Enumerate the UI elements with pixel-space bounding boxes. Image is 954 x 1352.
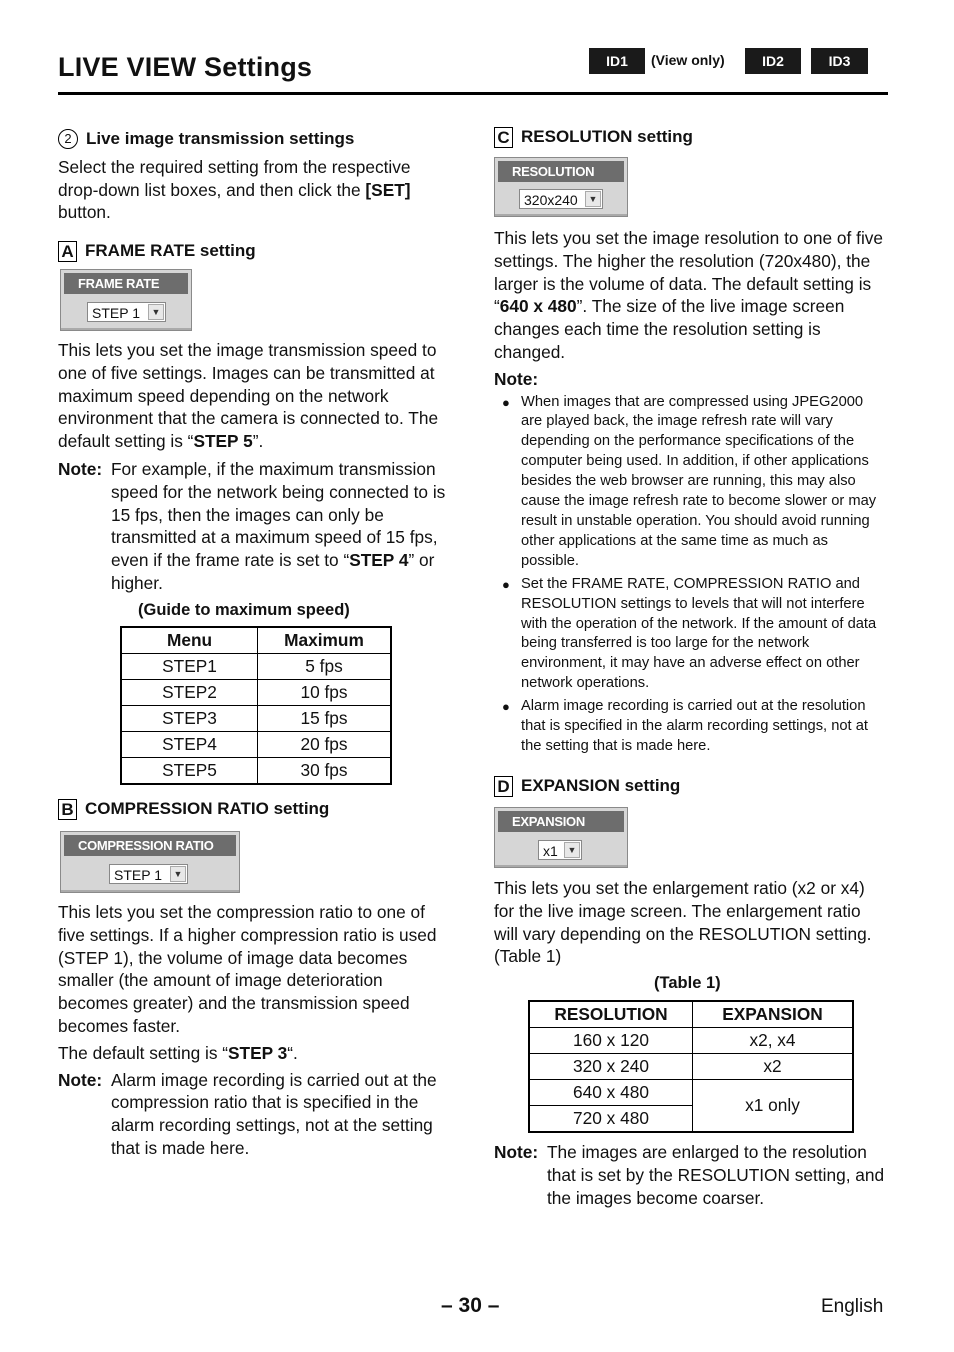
chevron-down-icon: ▼	[564, 842, 580, 858]
frame-rate-note: Note: For example, if the maximum transmission speed for the network being connected to is 15 fps, then the images can only be transmitted at a maximum speed of 15 fps, even if the frame rate is set to “STEP 4” or higher.	[58, 458, 446, 593]
page-number: – 30 –	[441, 1294, 500, 1317]
resolution-description: This lets you set the image resolution to one of five settings. The higher the resolution (720x480), the larger is the volume of data. The default setting is “640 x 480”. The size of the live image screen changes each time the resolution setting is changed.	[494, 228, 884, 362]
frame-rate-description: This lets you set the image transmission speed to one of five settings. Images can be transmitted at maximum speed depending on the network environment that the camera is connected to. The default setting is “STEP 5”.	[58, 340, 439, 452]
resolution-widget-label: RESOLUTION	[498, 161, 624, 182]
expansion-select[interactable]: x1 ▼	[538, 840, 582, 860]
view-only-label: (View only)	[651, 52, 725, 68]
table-row: 160 x 120 x2, x4	[529, 1028, 853, 1054]
id3-badge: ID3	[811, 48, 868, 74]
frame-rate-select[interactable]: STEP 1 ▼	[87, 302, 166, 322]
expansion-heading-wrap	[494, 775, 886, 798]
resolution-body	[494, 227, 886, 760]
compression-select[interactable]: STEP 1 ▼	[109, 864, 188, 884]
resolution-heading-wrap	[494, 126, 886, 149]
compression-body	[58, 901, 450, 1160]
compression-note: Note: Alarm image recording is carried out at the compression ratio that is specified in the alarm recording settings, not at the setting that is made here.	[58, 1069, 437, 1158]
header-rule	[58, 92, 888, 95]
table-row: STEP1 5 fps	[121, 654, 391, 680]
expansion-note-wrap	[494, 1141, 886, 1209]
table-row: 640 x 480 x1 only	[529, 1080, 853, 1106]
compression-default: The default setting is “STEP 3“.	[58, 1042, 298, 1063]
language-label: English	[821, 1296, 884, 1317]
table-row: 320 x 240 x2	[529, 1054, 853, 1080]
list-item: ● When images that are compressed using JPEG2000 are played back, the image refresh rate will vary depending on the performance specifications of the computer being used. In addition, if other applications besides the web browser are running, this may also cause the image refresh rate to become slower or may result in unstable operation. You should avoid running other applications at the same time as much as possible.	[502, 393, 877, 569]
resolution-title: RESOLUTION setting	[521, 127, 693, 146]
resolution-note-label: Note:	[494, 368, 539, 389]
max-speed-table: Menu Maximum STEP1 5 fps STEP2 10 fps STEP3 15 fps STEP4 20 fps STEP5 30 fps	[120, 626, 392, 785]
resolution-bullets	[494, 393, 886, 757]
section-heading	[58, 128, 448, 151]
expansion-note: Note: The images are enlarged to the resolution that is set by the RESOLUTION setting, and the images become coarser.	[494, 1142, 885, 1208]
compression-widget-label: COMPRESSION RATIO	[64, 835, 236, 856]
chevron-down-icon: ▼	[148, 304, 164, 320]
letter-b-box: B	[58, 799, 77, 820]
section-title: Live image transmission settings	[86, 129, 355, 148]
frame-rate-heading	[58, 240, 448, 263]
resolution-select[interactable]: 320x240 ▼	[519, 189, 603, 209]
compression-title: COMPRESSION RATIO setting	[85, 799, 330, 818]
left-column	[58, 128, 448, 263]
id1-badge: ID1	[589, 48, 645, 74]
list-item: ● Alarm image recording is carried out at the resolution that is specified in the alarm recording settings, not at the setting that is made here.	[502, 698, 868, 754]
frame-rate-title: FRAME RATE setting	[85, 241, 256, 261]
frame-rate-body	[58, 339, 450, 622]
id2-badge: ID2	[745, 48, 801, 74]
expansion-widget-label: EXPANSION	[498, 811, 624, 832]
resolution-widget	[494, 157, 628, 217]
letter-d-box: D	[494, 776, 513, 797]
compression-widget	[60, 831, 240, 893]
frame-rate-widget-label: FRAME RATE	[64, 273, 188, 294]
guide-title: (Guide to maximum speed)	[138, 600, 350, 619]
table1-title: (Table 1)	[654, 974, 721, 993]
chevron-down-icon: ▼	[585, 191, 601, 207]
table-row: STEP3 15 fps	[121, 706, 391, 732]
frame-rate-widget	[60, 269, 192, 331]
table-row: 720 x 480	[529, 1106, 853, 1133]
compression-description: This lets you set the compression ratio to one of five settings. If a higher compression ratio is used (STEP 1), the volume of image data becomes smaller (the amount of image deterioration becomes greater) and the transmission speed becomes faster.	[58, 902, 437, 1036]
letter-a-box: A	[58, 241, 77, 262]
compression-heading-wrap	[58, 798, 450, 821]
resolution-heading	[494, 126, 886, 149]
expansion-body	[494, 877, 886, 995]
chevron-down-icon: ▼	[170, 866, 186, 882]
page-title: LIVE VIEW Settings	[58, 52, 313, 82]
list-item: ● Set the FRAME RATE, COMPRESSION RATIO and RESOLUTION settings to levels that will not interfere with the operation of the network. If the amount of data being transferred is too large for the network environment, it may have an adverse effect on other network operations.	[502, 575, 877, 692]
table-row: STEP4 20 fps	[121, 732, 391, 758]
expansion-table: RESOLUTION EXPANSION 160 x 120 x2, x4 320 x 240 x2 640 x 480 x1 only 720 x 480	[528, 1000, 854, 1133]
letter-c-box: C	[494, 127, 513, 148]
table-row: STEP5 30 fps	[121, 758, 391, 785]
compression-heading	[58, 798, 450, 821]
table-row: STEP2 10 fps	[121, 680, 391, 706]
section-number: 2	[58, 129, 78, 149]
intro-text: Select the required setting from the respective drop-down list boxes, and then click the [SET] button.	[58, 156, 411, 223]
expansion-description: This lets you set the enlargement ratio (x2 or x4) for the live image screen. The enlargement ratio will vary depending on the RESOLUTION setting. (Table 1)	[494, 878, 872, 967]
expansion-title: EXPANSION setting	[521, 776, 681, 795]
expansion-heading	[494, 775, 886, 798]
expansion-widget	[494, 807, 628, 868]
